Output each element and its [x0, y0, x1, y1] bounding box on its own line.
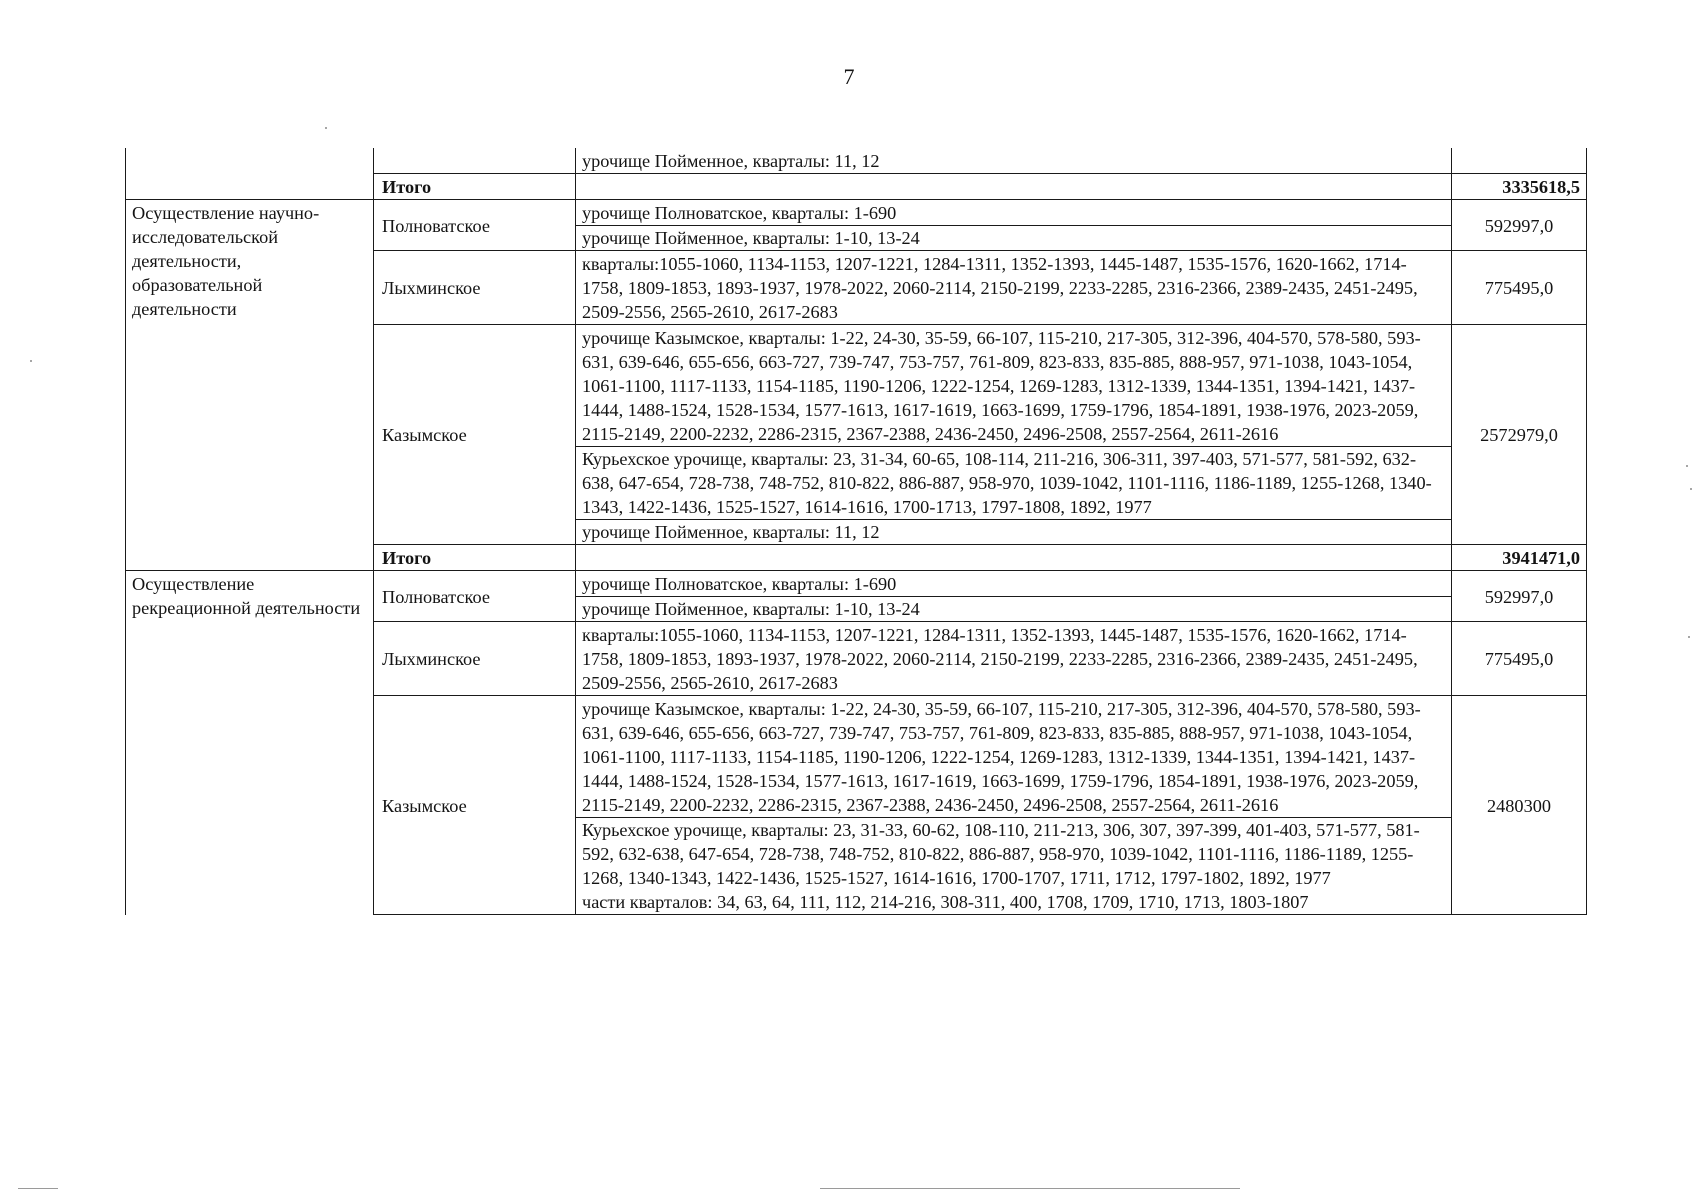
parts-cell [576, 696, 1452, 915]
parts-cell [576, 200, 1452, 251]
page-number: 7 [843, 64, 855, 89]
forestry-cell: Лыхминское [374, 622, 576, 696]
table-row [126, 200, 1587, 251]
forestry-cell: Лыхминское [374, 251, 576, 325]
area-cell: 2480300 [1452, 696, 1587, 915]
location-text: урочище Пойменное, кварталы: 1-10, 13-24 [576, 596, 1451, 621]
total-row [126, 174, 1587, 200]
scan-artifact-line [18, 1188, 58, 1189]
empty-cell [576, 174, 1452, 200]
area-cell: 2572979,0 [1452, 325, 1587, 545]
partial-quarters-text: части кварталов: 34, 63, 64, 111, 112, 214-216, 308-311, 400, 1708, 1709, 1710, 1713, 1803-1807 [582, 892, 1309, 912]
location-text: Курьехское урочище, кварталы: 23, 31-33, 60-62, 108-110, 211-213, 306, 307, 397-399, 401-403, 571-577, 581-592, 632-638, 647-654, 728-738, 748-752, 810-822, 886-887, 958-970, 1039-1042, 1101-1116, 1186-1189, 1255-1268, 1340-1343, 1422-1436, 1525-1527, 1614-1616, 1700-1707, 1711, 1712, 1797-1802, 1892, 1977 [582, 820, 1420, 888]
category-cell: Осуществление рекреационной деятельности [126, 571, 374, 915]
location-text: урочище Пойменное, кварталы: 11, 12 [582, 151, 880, 171]
location-text: Курьехское урочище, кварталы: 23, 31-34, 60-65, 108-114, 211-216, 306-311, 397-403, 571-577, 581-592, 632-638, 647-654, 728-738, 748-752, 810-822, 886-887, 958-970, 1039-1042, 1101-1116, 1186-1189, 1255-1268, 1340-1343, 1422-1436, 1525-1527, 1614-1616, 1700-1713, 1797-1808, 1892, 1977 [576, 446, 1451, 519]
parts-cell [576, 325, 1452, 545]
area-cell: 592997,0 [1452, 571, 1587, 622]
location-text: урочище Казымское, кварталы: 1-22, 24-30, 35-59, 66-107, 115-210, 217-305, 312-396, 404-570, 578-580, 593-631, 639-646, 655-656, 663-727, 739-747, 753-757, 761-809, 823-833, 835-885, 888-957, 971-1038, 1043-1054, 1061-1100, 1117-1133, 1154-1185, 1190-1206, 1222-1254, 1269-1283, 1312-1339, 1344-1351, 1394-1421, 1437-1444, 1488-1524, 1528-1534, 1577-1613, 1617-1619, 1663-1699, 1759-1796, 1854-1891, 1938-1976, 2023-2059, 2115-2149, 2200-2232, 2286-2315, 2367-2388, 2436-2450, 2496-2508, 2557-2564, 2611-2616 [582, 699, 1421, 815]
area-cell: 775495,0 [1452, 251, 1587, 325]
parts-cell [576, 571, 1452, 622]
total-label: Итого [374, 545, 576, 571]
area-cell: 592997,0 [1452, 200, 1587, 251]
forestry-cell: Полноватское [374, 571, 576, 622]
scan-speck [325, 127, 327, 129]
location-text: урочище Пойменное, кварталы: 11, 12 [576, 519, 1451, 544]
forestry-cell: Казымское [374, 696, 576, 915]
empty-cell [576, 545, 1452, 571]
category-cell [126, 174, 374, 200]
parts-cell [576, 622, 1452, 696]
forestry-cell: Полноватское [374, 200, 576, 251]
location-text: урочище Полноватское, кварталы: 1-690 [582, 574, 897, 594]
location-text: урочище Пойменное, кварталы: 1-10, 13-24 [576, 225, 1451, 250]
location-text: урочище Казымское, кварталы: 1-22, 24-30, 35-59, 66-107, 115-210, 217-305, 312-396, 404-570, 578-580, 593-631, 639-646, 655-656, 663-727, 739-747, 753-757, 761-809, 823-833, 835-885, 888-957, 971-1038, 1043-1054, 1061-1100, 1117-1133, 1154-1185, 1190-1206, 1222-1254, 1269-1283, 1312-1339, 1344-1351, 1394-1421, 1437-1444, 1488-1524, 1528-1534, 1577-1613, 1617-1619, 1663-1699, 1759-1796, 1854-1891, 1938-1976, 2023-2059, 2115-2149, 2200-2232, 2286-2315, 2367-2388, 2436-2450, 2496-2508, 2557-2564, 2611-2616 [582, 328, 1421, 444]
scan-speck [1686, 465, 1688, 467]
scan-artifact-line [820, 1188, 1240, 1189]
area-cell: 775495,0 [1452, 622, 1587, 696]
table-row [126, 148, 1587, 174]
category-cell [126, 148, 374, 174]
total-label: Итого [374, 174, 576, 200]
scan-speck [1690, 488, 1692, 490]
location-text [576, 817, 1451, 914]
scan-speck [1688, 636, 1690, 638]
parts-cell [576, 148, 1452, 174]
scan-speck [30, 360, 32, 362]
category-cell: Осуществление научно-исследовательской деятельности, образовательной деятельности [126, 200, 374, 545]
parts-cell [576, 251, 1452, 325]
total-value: 3941471,0 [1452, 545, 1587, 571]
location-text: кварталы:1055-1060, 1134-1153, 1207-1221, 1284-1311, 1352-1393, 1445-1487, 1535-1576, 1620-1662, 1714-1758, 1809-1853, 1893-1937, 1978-2022, 2060-2114, 2150-2199, 2233-2285, 2316-2366, 2389-2435, 2451-2495, 2509-2556, 2565-2610, 2617-2683 [582, 625, 1418, 693]
category-cell [126, 545, 374, 571]
land-use-table [125, 148, 1587, 915]
forestry-cell [374, 148, 576, 174]
forestry-cell: Казымское [374, 325, 576, 545]
location-text: кварталы:1055-1060, 1134-1153, 1207-1221, 1284-1311, 1352-1393, 1445-1487, 1535-1576, 1620-1662, 1714-1758, 1809-1853, 1893-1937, 1978-2022, 2060-2114, 2150-2199, 2233-2285, 2316-2366, 2389-2435, 2451-2495, 2509-2556, 2565-2610, 2617-2683 [582, 254, 1418, 322]
area-cell [1452, 148, 1587, 174]
total-value: 3335618,5 [1452, 174, 1587, 200]
location-text: урочище Полноватское, кварталы: 1-690 [582, 203, 897, 223]
total-row [126, 545, 1587, 571]
table-row [126, 571, 1587, 622]
